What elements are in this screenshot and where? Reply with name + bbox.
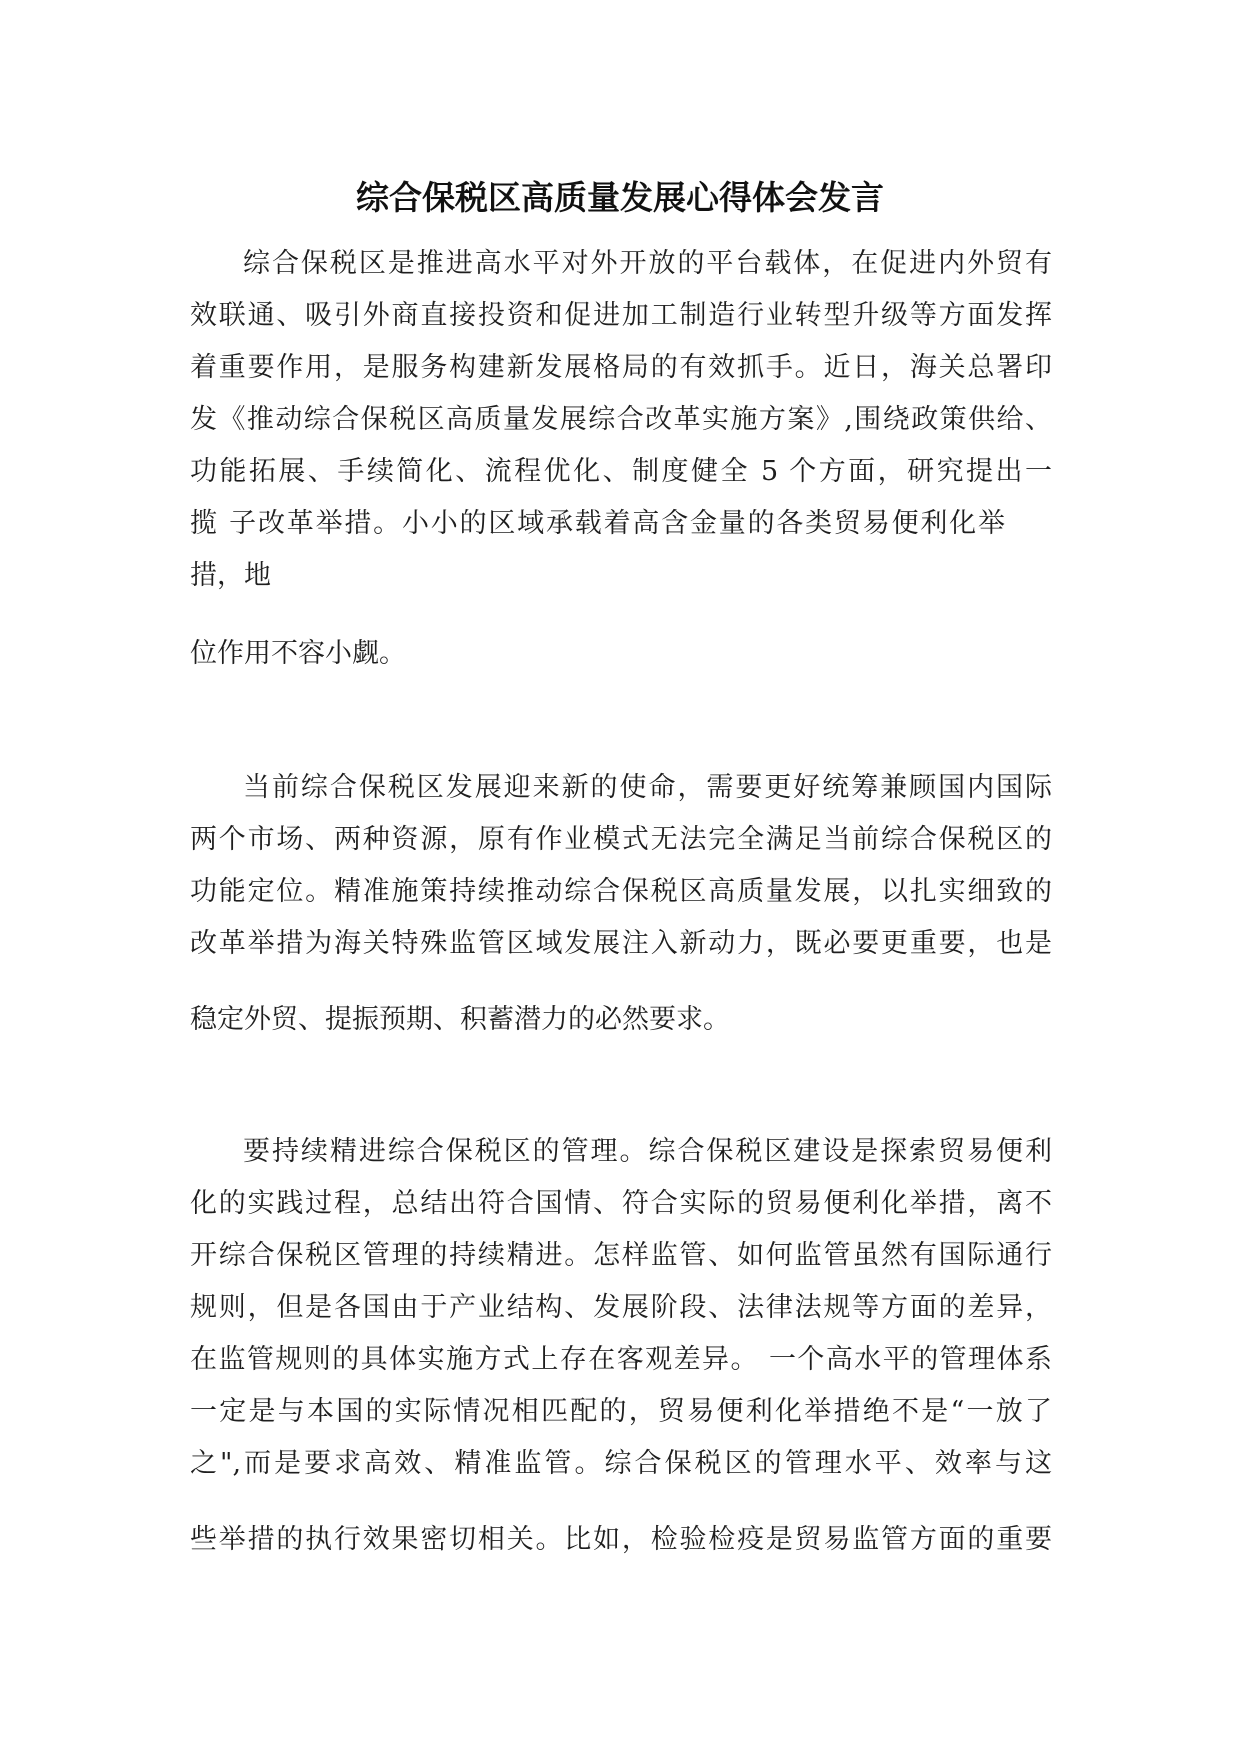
paragraph-2-line-3: 功能定位。精准施策持续推动综合保税区高质量发展，以扎实细致的 — [190, 876, 1052, 907]
paragraph-2-line-4: 改革举措为海关特殊监管区域发展注入新动力，既必要更重要，也是 — [190, 928, 1052, 959]
paragraph-2-line-5: 稳定外贸、提振预期、积蓄潜力的必然要求。 — [190, 1004, 730, 1035]
paragraph-3-line-8: 些举措的执行效果密切相关。比如，检验检疫是贸易监管方面的重要 — [190, 1524, 1052, 1555]
paragraph-1-line-7: 措，地 — [190, 560, 271, 591]
paragraph-1-line-4: 发《推动综合保税区高质量发展综合改革实施方案》,围绕政策供给、 — [190, 404, 1052, 435]
paragraph-3-line-3: 开综合保税区管理的持续精进。怎样监管、如何监管虽然有国际通行 — [190, 1240, 1052, 1271]
paragraph-1-line-8: 位作用不容小觑。 — [190, 638, 406, 669]
paragraph-3-line-4: 规则，但是各国由于产业结构、发展阶段、法律法规等方面的差异， — [190, 1292, 1052, 1323]
paragraph-1-line-6: 揽 子改革举措。小小的区域承载着高含金量的各类贸易便利化举 — [190, 508, 1005, 539]
paragraph-1-line-5: 功能拓展、手续简化、流程优化、制度健全 5 个方面，研究提出一 — [190, 456, 1052, 487]
paragraph-3-line-7: 之",而是要求高效、精准监管。综合保税区的管理水平、效率与这 — [190, 1448, 1052, 1479]
document-title: 综合保税区高质量发展心得体会发言 — [356, 178, 884, 217]
paragraph-3-line-5: 在监管规则的具体实施方式上存在客观差异。 一个高水平的管理体系 — [190, 1344, 1052, 1375]
paragraph-3-line-6: 一定是与本国的实际情况相匹配的，贸易便利化举措绝不是“一放了 — [190, 1396, 1052, 1427]
paragraph-3-line-1: 要持续精进综合保税区的管理。综合保税区建设是探索贸易便利 — [243, 1136, 1052, 1167]
paragraph-3-line-2: 化的实践过程，总结出符合国情、符合实际的贸易便利化举措，离不 — [190, 1188, 1052, 1219]
paragraph-2-line-2: 两个市场、两种资源，原有作业模式无法完全满足当前综合保税区的 — [190, 824, 1052, 855]
paragraph-2-line-1: 当前综合保税区发展迎来新的使命，需要更好统筹兼顾国内国际 — [243, 772, 1052, 803]
paragraph-1-line-3: 着重要作用，是服务构建新发展格局的有效抓手。近日，海关总署印 — [190, 352, 1052, 383]
paragraph-1-line-2: 效联通、吸引外商直接投资和促进加工制造行业转型升级等方面发挥 — [190, 300, 1052, 331]
paragraph-1-line-1: 综合保税区是推进高水平对外开放的平台载体，在促进内外贸有 — [243, 248, 1052, 279]
